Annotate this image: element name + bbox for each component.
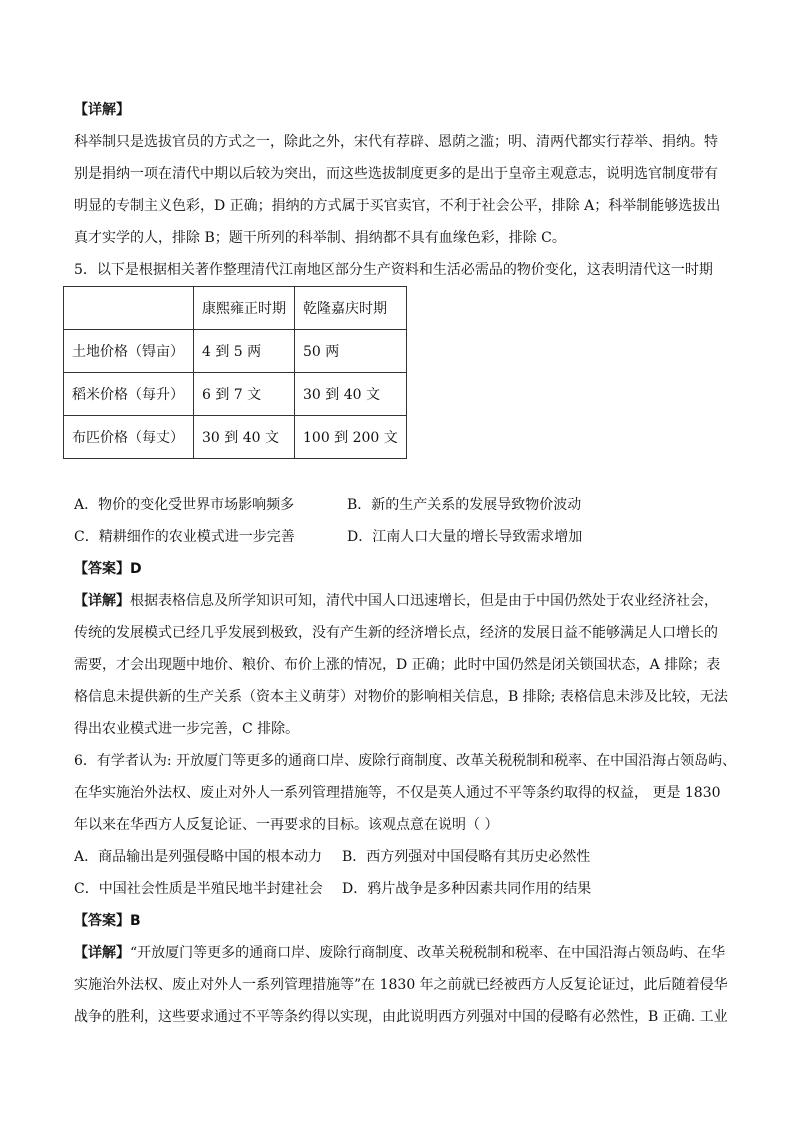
q6-detail-line <box>74 943 724 963</box>
q6-detail-tag: 【详解】 <box>74 945 130 961</box>
table-cell: 6 到 7 文 <box>194 373 295 416</box>
q6-option-a: A．商品输出是列强侵略中国的根本动力 <box>74 849 323 865</box>
table-cell: 50 两 <box>295 330 407 373</box>
q6-option-c: C．中国社会性质是半殖民地半封建社会 <box>74 881 323 897</box>
table-cell: 30 到 40 文 <box>295 373 407 416</box>
table-cell: 布匹价格（每丈） <box>64 416 194 459</box>
table-cell: 100 到 200 文 <box>295 416 407 459</box>
detail-line: 明显的专制主义色彩，D 正确；捐纳的方式属于买官卖官，不利于社会公平，排除 A；科举制能够选拔出 <box>74 198 721 214</box>
table-header-cell <box>64 287 194 330</box>
q5-detail-line: 格信息未提供新的生产关系（资本主义萌芽）对物价的影响相关信息，B 排除; 表格信息未涉及比较，无法 <box>74 689 728 705</box>
detail-heading: 【详解】 <box>74 102 130 118</box>
q5-detail-line <box>74 591 724 611</box>
q6-option-d: D．鸦片战争是多种因素共同作用的结果 <box>342 881 592 897</box>
q5-detail-tag: 【详解】 <box>74 593 130 609</box>
q6-answer: 【答案】B <box>74 913 141 929</box>
question-6-stem-line: 在华实施治外法权、废止对外人一系列管理措施等，不仅是英人通过不平等条约取得的权益， 更是 1830 <box>74 785 721 801</box>
question-6-stem-line: 6．有学者认为: 开放厦门等更多的通商口岸、废除行商制度、改革关税税制和税率、在中国沿海占领岛屿、 <box>74 753 737 769</box>
question-6-stem-line: 年以来在华西方人反复论证、一再要求的目标。该观点意在说明（ ） <box>74 817 499 833</box>
table-row <box>64 330 407 373</box>
table-cell: 土地价格（锝亩） <box>64 330 194 373</box>
table-cell: 稻米价格（每升） <box>64 373 194 416</box>
table-header-row <box>64 287 407 330</box>
q5-option-b: B．新的生产关系的发展导致物价波动 <box>347 497 582 513</box>
q6-option-b: B．西方列强对中国侵略有其历史必然性 <box>342 849 591 865</box>
q6-detail-text: “开放厦门等更多的通商口岸、废除行商制度、改革关税税制和税率、在中国沿海占领岛屿、在华 <box>130 945 726 961</box>
table-header-cell: 康熙雍正时期 <box>194 287 295 330</box>
q5-detail-line: 传统的发展模式已经几乎发展到极致，没有产生新的经济增长点，经济的发展日益不能够满足人口增长的 <box>74 625 718 641</box>
q5-option-c: C．精耕细作的农业模式进一步完善 <box>74 529 295 545</box>
q5-option-a: A．物价的变化受世界市场影响频多 <box>74 497 295 513</box>
question-5-stem: 5．以下是根据相关著作整理清代江南地区部分生产资料和生活必需品的物价变化，这表明清代这一时期 <box>74 262 713 278</box>
q6-detail-line: 实施治外法权、废止对外人一系列管理措施等”在 1830 年之前就已经被西方人反复论证过，此后随着侵华 <box>74 977 728 993</box>
table-cell: 30 到 40 文 <box>194 416 295 459</box>
detail-line: 科举制只是选拔官员的方式之一，除此之外，宋代有荐辟、恩荫之滥；明、清两代都实行荐举、捐纳。特 <box>74 134 718 150</box>
q5-option-d: D．江南人口大量的增长导致需求增加 <box>347 529 583 545</box>
detail-line: 别是捐纳一项在清代中期以后较为突出，而这些选拔制度更多的是出于皇帝主观意志，说明选官制度带有 <box>74 166 718 182</box>
q5-detail-text: 根据表格信息及所学知识可知，清代中国人口迅速增长，但是由于中国仍然处于农业经济社会， <box>130 593 718 609</box>
table-row <box>64 373 407 416</box>
table-header-cell: 乾隆嘉庆时期 <box>295 287 407 330</box>
price-table <box>63 286 407 459</box>
table-cell: 4 到 5 两 <box>194 330 295 373</box>
detail-line: 真才实学的人，排除 B；题干所列的科举制、捐纳都不具有血缘色彩，排除 C。 <box>74 230 566 246</box>
q5-answer: 【答案】D <box>74 561 142 577</box>
table-row <box>64 416 407 459</box>
q5-detail-line: 得出农业模式进一步完善，C 排除。 <box>74 721 300 737</box>
q5-detail-line: 需要，才会出现题中地价、粮价、布价上涨的情况，D 正确；此时中国仍然是闭关锁国状态，A 排除；表 <box>74 657 721 673</box>
q6-detail-line: 战争的胜利，这些要求通过不平等条约得以实现，由此说明西方列强对中国的侵略有必然性，B 正确. 工业 <box>74 1009 728 1025</box>
